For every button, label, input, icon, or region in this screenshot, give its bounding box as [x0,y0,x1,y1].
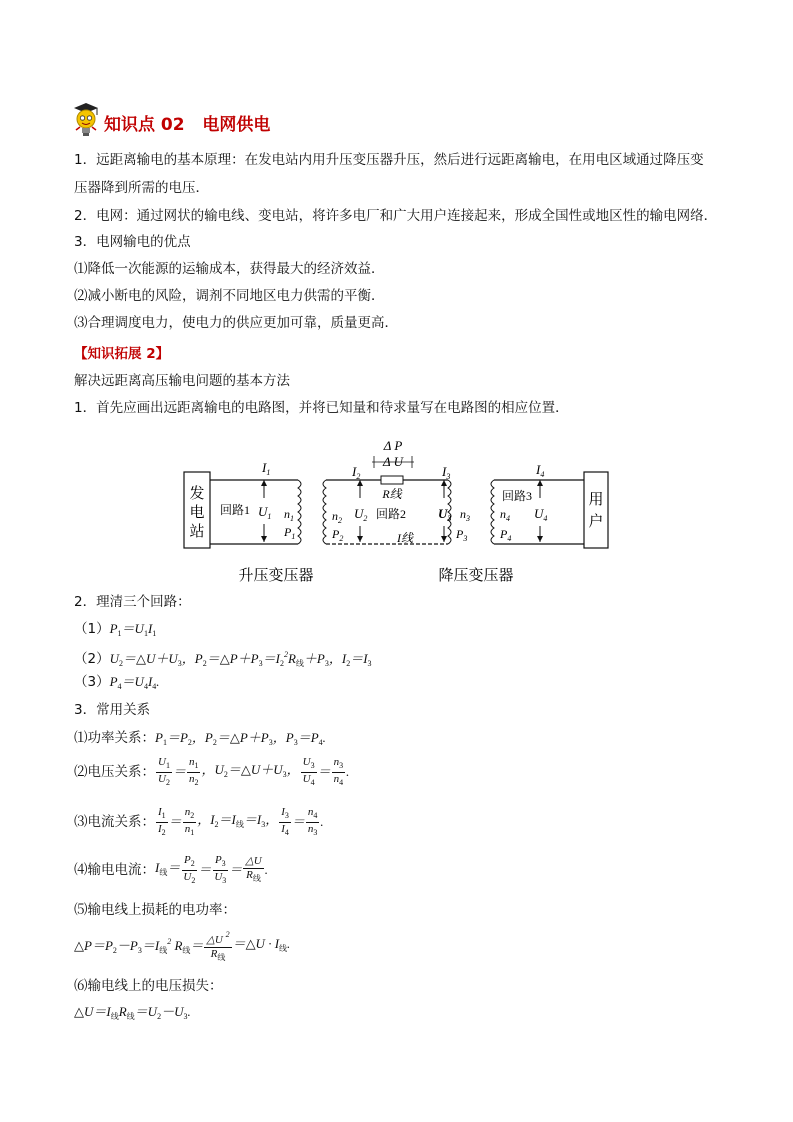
power-loss-title: ⑸输电线上损耗的电功率： [74,902,236,918]
section-heading [70,96,270,140]
step-1: 1．首先应画出远距离输电的电路图，并将已知量和待求量写在电路图的相应位置． [74,400,569,416]
voltage-loss-formula: $\triangle U=I_线R_线=U_2-U_3$. [74,1004,191,1021]
step-up-label: 升压变压器 [238,568,314,584]
svg-text:P3: $P_3$ [456,527,468,543]
svg-text:I3: $I_3$ [442,464,451,481]
line-current-formula: ⑷输电电流： $I_线=$ $\frac{P_2}{U_2}$ ＝ $\frac{P_3}{U_3}$ ＝ $\frac{\triangle U}{R_线}$ . [74,853,268,885]
current-relation: ⑶电流关系： $\frac{I_1}{I_2}$ ＝ $\frac{n_2}{n_1}$ ，$I_2=I_线=I_3$， $\frac{I_3}{I_4}$ ＝ $\frac{n_4}{n_3}$ . [74,805,324,837]
svg-text:P1: $P_1$ [284,525,296,541]
line-current-label: I线 [397,531,413,545]
svg-text:U3: $U_3$ [438,506,452,523]
advantage-2: ⑵减小断电的风险，调剂不同地区电力供需的平衡． [74,288,385,304]
power-relation: ⑴功率关系：$P_1=P_2$，$P_2=\triangle P+P_3$，$P_3=P_4$. [74,730,326,747]
step-down-label: 降压变压器 [438,568,514,584]
delta-u-label: Δ U [382,454,404,469]
loop-1-label: 回路1 [220,503,251,517]
grid-definition: 2．电网：通过网状的输电线、变电站，将许多电厂和广大用户连接起来，形成全国性或地区性的输电网络． [74,208,718,224]
transmission-circuit-diagram [180,438,612,588]
loop-2-label: 回路2 [376,507,407,521]
power-loss-formula: $\triangle P=P_2-P_3=I_线^2$ $R_线=$ $\frac{\triangle U ^2}{R_线}$ ＝△U · $I_线$. [74,930,291,962]
loop-2-formula: $(2)U_2=\triangle U+U_3$，$P_2=\triangle P+P_3=I_2^2R_线+P_3$，$I_2=I_3$ [74,650,372,668]
svg-text:n1: $n_1$ [284,507,294,523]
graduate-bulb-icon [70,100,102,140]
svg-text:n4: $n_4$ [500,507,510,523]
generator-char-1: 发 [189,486,205,502]
principle-line-1-cont: 压器降到所需的电压． [74,180,209,196]
svg-text:P2: $P_2$ [332,527,344,543]
advantage-1: ⑴降低一次能源的运输成本，获得最大的经济效益． [74,261,385,277]
principle-line-1: 1．远距离输电的基本原理：在发电站内用升压变压器升压，然后进行远距离输电，在用电区域通过降压变 [74,152,704,168]
step-3: 3．常用关系 [74,702,151,718]
svg-text:I1: $I_1$ [262,460,271,477]
section-title: 知识点 02 电网供电 [104,115,271,135]
generator-char-3: 站 [189,524,205,540]
step-2: 2．理清三个回路： [74,594,191,610]
voltage-relation: ⑵电压关系： $\frac{U_1}{U_2}$ ＝ $\frac{n_1}{n_2}$ ，$U_2=\triangle U+U_3$， $\frac{U_3}{U_4}$ ＝ $\frac{n_3}{n_4}$ . [74,755,350,787]
loop-3-formula: $(3)P_4=U_4I_4$. [74,674,160,691]
voltage-loss-title: ⑹输电线上的电压损失： [74,978,223,994]
svg-text:U1: $U_1$ [258,504,272,521]
svg-text:U4: $U_4$ [534,506,548,523]
resistor-label: R线 [382,487,402,501]
svg-text:P4: $P_4$ [500,527,512,543]
svg-text:I2: $I_2$ [352,464,361,481]
loop-3-label: 回路3 [502,489,533,503]
user-char-2: 户 [588,514,604,530]
svg-text:I4: $I_4$ [536,462,545,479]
svg-text:n2: $n_2$ [332,509,342,525]
user-char-1: 用 [588,492,604,508]
delta-p-label: Δ P [383,438,403,453]
extension-tag: 【知识拓展 2】 [74,346,170,362]
svg-text:U2: $U_2$ [354,506,368,523]
svg-text:n3: $n_3$ [460,507,470,523]
generator-char-2: 电 [189,505,205,521]
loop-1-formula: $(1)P_1=U_1I_1$ [74,621,157,638]
extension-subtitle: 解决远距离高压输电问题的基本方法 [74,373,290,389]
advantage-3: ⑶合理调度电力，使电力的供应更加可靠，质量更高． [74,315,398,331]
grid-advantages-title: 3．电网输电的优点 [74,234,191,250]
